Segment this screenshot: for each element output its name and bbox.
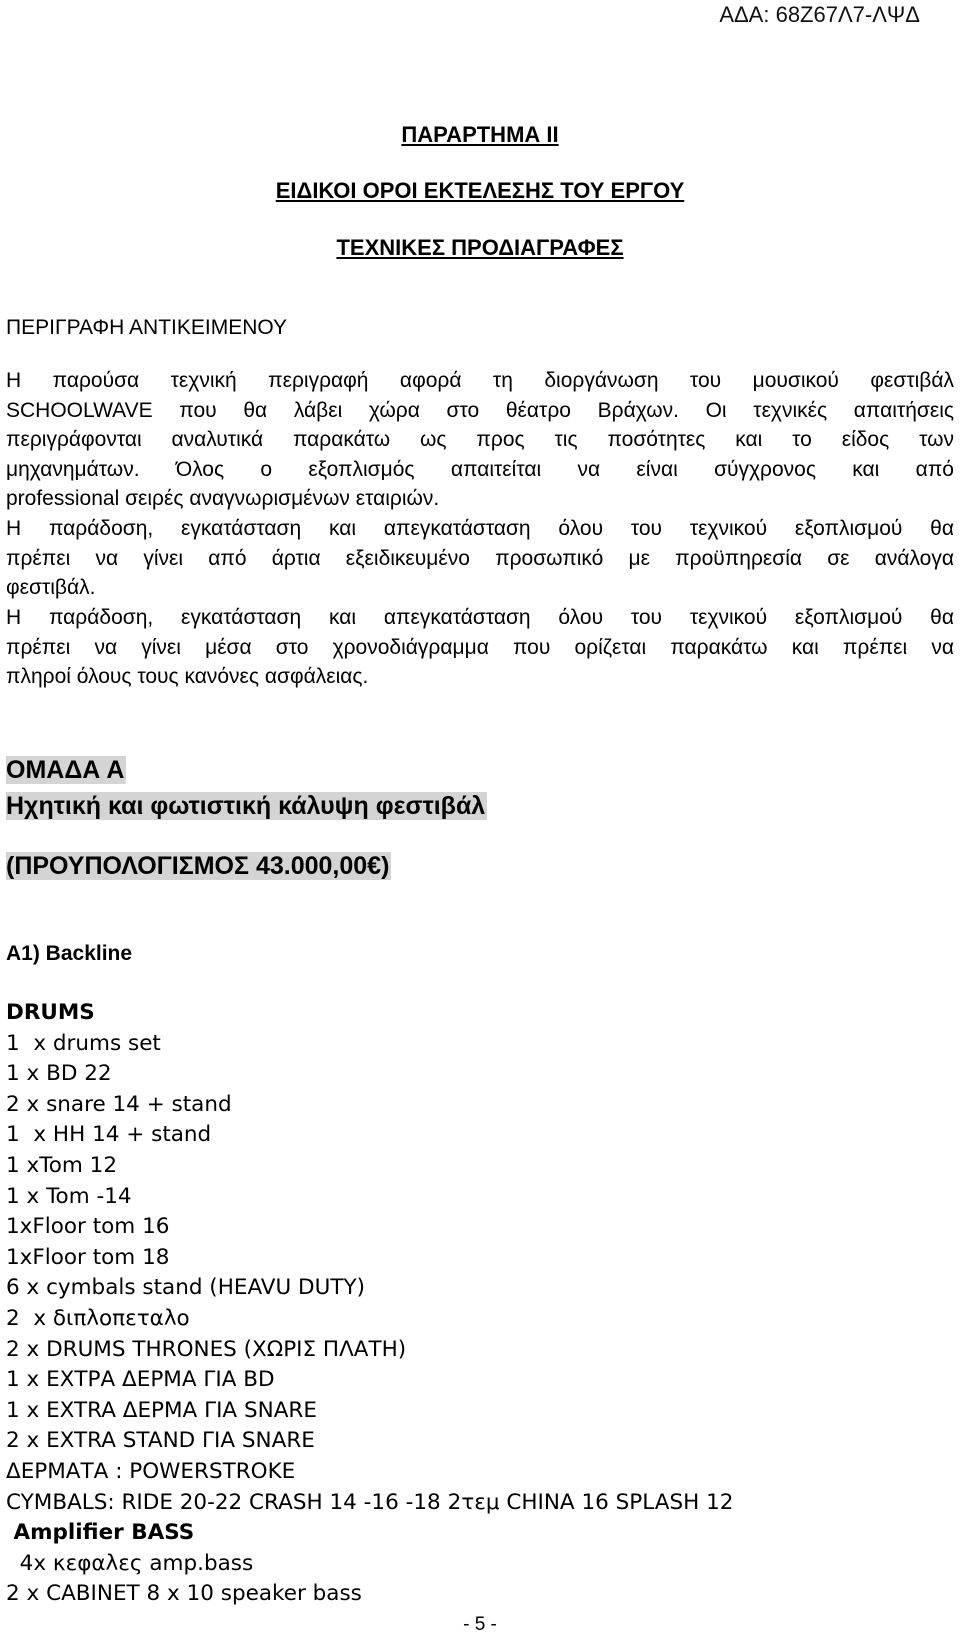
budget-block — [6, 848, 391, 884]
drums-heading: DRUMS — [6, 1000, 95, 1025]
backline-title: Α1) Backline — [6, 942, 133, 965]
description-label: ΠΕΡΙΓΡΑΦΗ ΑΝΤΙΚΕΙΜΕΝΟΥ — [6, 316, 288, 339]
list-item: ΔΕΡΜΑΤΑ : POWERSTROKE — [6, 1458, 296, 1484]
description-paragraph-3 — [6, 603, 954, 692]
list-item: 2 x EXTRA STAND ΓΙΑ SNARE — [6, 1428, 315, 1454]
paragraph-line: φεστιβάλ. — [6, 576, 96, 599]
paragraph-line: Η παράδοση, εγκατάσταση και απεγκατάσταση όλου του τεχνικού εξοπλισμού θα — [6, 606, 954, 629]
technical-specs-title: ΤΕΧΝΙΚΕΣ ΠΡΟΔΙΑΓΡΑΦΕΣ — [336, 235, 624, 260]
list-item: 1 x BD 22 — [6, 1061, 112, 1087]
description-paragraph-2 — [6, 514, 954, 603]
paragraph-line: professional σειρές αναγνωρισμένων εταιριών. — [6, 487, 440, 510]
amplifier-bass-heading: Amplifier BASS — [6, 1520, 195, 1546]
group-name: ΟΜΑΔΑ Α — [6, 756, 125, 784]
ada-code: ΑΔΑ: 68Ζ67Λ7-ΛΨΔ — [719, 2, 920, 27]
paragraph-line: πρέπει να γίνει από άρτια εξειδικευμένο προσωπικό με προϋπηρεσία σε ανάλογα — [6, 546, 954, 570]
description-paragraph-1 — [6, 366, 954, 514]
list-item: 4x κεφαλες amp.bass — [6, 1550, 254, 1576]
list-item: 1 x drums set — [6, 1030, 161, 1056]
paragraph-line: SCHOOLWAVE που θα λάβει χώρα στο θέατρο Βράχων. Οι τεχνικές απαιτήσεις — [6, 398, 954, 422]
list-item: CYMBALS: RIDE 20-22 CRASH 14 -16 -18 2τεμ CHINA 16 SPLASH 12 — [6, 1489, 734, 1515]
group-budget: (ΠΡΟΥΠΟΛΟΓΙΣΜΟΣ 43.000,00€) — [6, 852, 390, 880]
list-item: 2 x διπλοπεταλο — [6, 1305, 190, 1331]
list-item: 1 x HH 14 + stand — [6, 1122, 212, 1148]
paragraph-line: πρέπει να γίνει μέσα στο χρονοδιάγραμμα που ορίζεται παρακάτω και πρέπει να — [6, 635, 954, 659]
list-item: 1xFloor tom 18 — [6, 1244, 170, 1270]
list-item: 1 x Tom -14 — [6, 1183, 132, 1209]
list-item: 2 x CABINET 8 x 10 speaker bass — [6, 1581, 362, 1607]
paragraph-line: περιγράφονται αναλυτικά παρακάτω ως προς τις ποσότητες και το είδος των — [6, 428, 954, 451]
list-item: 1 x EXTRA ΔΕΡΜΑ ΓΙΑ SNARE — [6, 1397, 317, 1423]
paragraph-line: Η παράδοση, εγκατάσταση και απεγκατάσταση όλου του τεχνικού εξοπλισμού θα — [6, 517, 954, 540]
list-item: 1 x ΕΧΤΡΑ ΔΕΡΜΑ ΓΙΑ BD — [6, 1367, 275, 1393]
list-item: 2 x snare 14 + stand — [6, 1091, 232, 1117]
group-subtitle: Ηχητική και φωτιστική κάλυψη φεστιβάλ — [6, 792, 486, 820]
list-item: 6 x cymbals stand (HEAVU DUTY) — [6, 1275, 366, 1301]
page-number: - 5 - — [463, 1614, 497, 1635]
special-terms-title: ΕΙΔΙΚΟΙ ΟΡΟΙ ΕΚΤΕΛΕΣΗΣ ΤΟΥ ΕΡΓΟΥ — [275, 178, 685, 203]
paragraph-line: μηχανημάτων. Όλος ο εξοπλισμός απαιτείται να είναι σύγχρονος και από — [6, 457, 954, 481]
paragraph-line: πληροί όλους τους κανόνες ασφάλειας. — [6, 665, 369, 688]
list-item: 1xFloor tom 16 — [6, 1214, 170, 1240]
list-item: 1 xTom 12 — [6, 1152, 118, 1178]
paragraph-line: Η παρούσα τεχνική περιγραφή αφορά τη διοργάνωση του μουσικού φεστιβάλ — [6, 369, 954, 392]
annex-title: ΠΑΡΑΡΤΗΜΑ II — [401, 122, 559, 147]
backline-list — [6, 998, 733, 1610]
group-heading — [6, 752, 487, 824]
list-item: 2 x DRUMS THRONES (ΧΩΡΙΣ ΠΛΑΤΗ) — [6, 1336, 407, 1362]
